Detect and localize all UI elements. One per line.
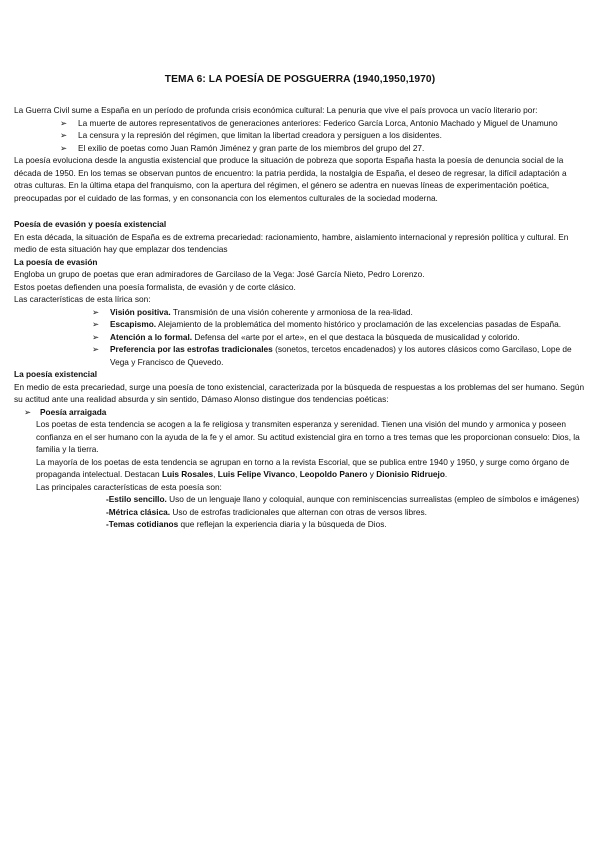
- list-item: ➢ El exilio de poetas como Juan Ramón Jiménez y gran parte de los miembros del grupo del 27.: [60, 142, 425, 153]
- intro-paragraph: La Guerra Civil sume a España en un período de profunda crisis económica cultural: La penuria que vive el país provoca un vacío literario por:: [14, 105, 538, 115]
- list-item: [14, 406, 586, 419]
- feature-item: -Temas cotidianos que reflejan la experiencia diaria y la búsqueda de Dios.: [106, 519, 387, 529]
- evasion-paragraph-3: Las características de esta lírica son:: [14, 294, 151, 304]
- arraigada-paragraph-3: Las principales características de esta poesía son:: [36, 481, 222, 492]
- feature-item: -Estilo sencillo. Uso de un lenguaje llano y coloquial, aunque con reminiscencias surrealistas (empleo de símbolos e imágenes): [106, 494, 580, 504]
- evasion-paragraph-2: Estos poetas defienden una poesía formalista, de evasión y de corte clásico.: [14, 281, 296, 292]
- list-item: ➢ Atención a lo formal. Defensa del «arte por el arte», en el que destaca la búsqueda de musicalidad y colorido.: [92, 331, 520, 342]
- feature-item: -Métrica clásica. Uso de estrofas tradicionales que alternan con otras de versos libres.: [106, 506, 427, 517]
- arrow-bullet-icon: ➢: [92, 306, 100, 317]
- evasion-paragraph-1: Engloba un grupo de poetas que eran admiradores de Garcilaso de la Vega: José García Nieto, Pedro Lorenzo.: [14, 269, 425, 279]
- arrow-bullet-icon: ➢: [60, 142, 68, 153]
- arrow-bullet-icon: ➢: [92, 331, 100, 342]
- sub-heading-poesia-arraigada: Poesía arraigada: [40, 406, 107, 417]
- heading-poesia-evasion: La poesía de evasión: [14, 256, 98, 267]
- heading-poesia-existencial: La poesía existencial: [14, 369, 98, 379]
- section-heading-evasion-existencial: Poesía de evasión y poesía existencial: [14, 219, 167, 229]
- arrow-bullet-icon: ➢: [60, 130, 68, 140]
- arrow-bullet-icon: ➢: [60, 117, 68, 128]
- evolution-paragraph: La poesía evoluciona desde la angustia existencial que produce la situación de pobreza que soporta España hasta la poesía de denuncia social de la década de 1950. En los temas se observan puntos de encuentro: la patria perdida, la nostalgia de España, el deseo de regresar, la difícil adaptación a otras culturas. En la última etapa del franquismo, con la apertura del régimen, el género se adentra en nuevas líneas de experimentación poética, preocupadas por el cuidado de las formas, y en consonancia con los elementos culturales de la sociedad moderna.: [14, 155, 567, 203]
- section-paragraph: En esta década, la situación de España es de extrema precariedad: racionamiento, hambre, aislamiento internacional y represión política y cultural. En medio de esta situación hay que emplazar dos tendencias: [14, 231, 569, 254]
- page-title: TEMA 6: LA POESÍA DE POSGUERRA (1940,1950,1970): [164, 74, 436, 85]
- list-item: ➢ Visión positiva. Transmisión de una visión coherente y armoniosa de la rea-lidad.: [92, 306, 413, 317]
- list-item: ➢ Preferencia por las estrofas tradicionales (sonetos, tercetos encadenados) y los autores clásicos como Garcilaso, Lope de Vega y Francisco de Quevedo.: [92, 344, 572, 367]
- arraigada-paragraph-1: Los poetas de esta tendencia se acogen a la fe religiosa y transmiten esperanza y serenidad. Tienen una visión del mundo y armonica y poseen confianza en el ser humano con la ayuda de la fe y el amor. Su actitud existencial gira en torno a tres temas que les proporcionan consuelo: Dios, la familia y la tierra.: [36, 419, 580, 454]
- arrow-bullet-icon: ➢: [92, 319, 100, 329]
- existencial-paragraph: En medio de esta precariedad, surge una poesía de tono existencial, caracterizada por la búsqueda de respuestas a los problemas del ser humano. Según su actitud ante una realidad absurda y sin sentido, Dámaso Alonso distingue dos tendencias poéticas:: [14, 381, 585, 404]
- arraigada-paragraph-2: La mayoría de los poetas de esta tendencia se agrupan en torno a la revista Escorial, que se publica entre 1940 y 1950, y surge como órgano de propaganda intelectual. Destacan Luis Rosales, Luis Felipe Vivanco, Leopoldo Panero y Dionisio Ridruejo.: [36, 456, 570, 479]
- existencial-tendencies-list: [14, 406, 586, 419]
- document-body: [14, 104, 586, 531]
- causes-list: [14, 117, 586, 155]
- evasion-characteristics-list: [14, 306, 586, 369]
- list-item: ➢ La muerte de autores representativos de generaciones anteriores: Federico García Lorca, Antonio Machado y Miguel de Unamuno: [60, 117, 558, 128]
- arrow-bullet-icon: ➢: [24, 406, 32, 417]
- list-item: ➢ Escapismo. Alejamiento de la problemática del momento histórico y proclamación de las excelencias pasadas de España.: [92, 319, 562, 329]
- arrow-bullet-icon: ➢: [92, 344, 100, 354]
- list-item: ➢ La censura y la represión del régimen, que limitan la libertad creadora y persiguen a los disidentes.: [60, 130, 442, 140]
